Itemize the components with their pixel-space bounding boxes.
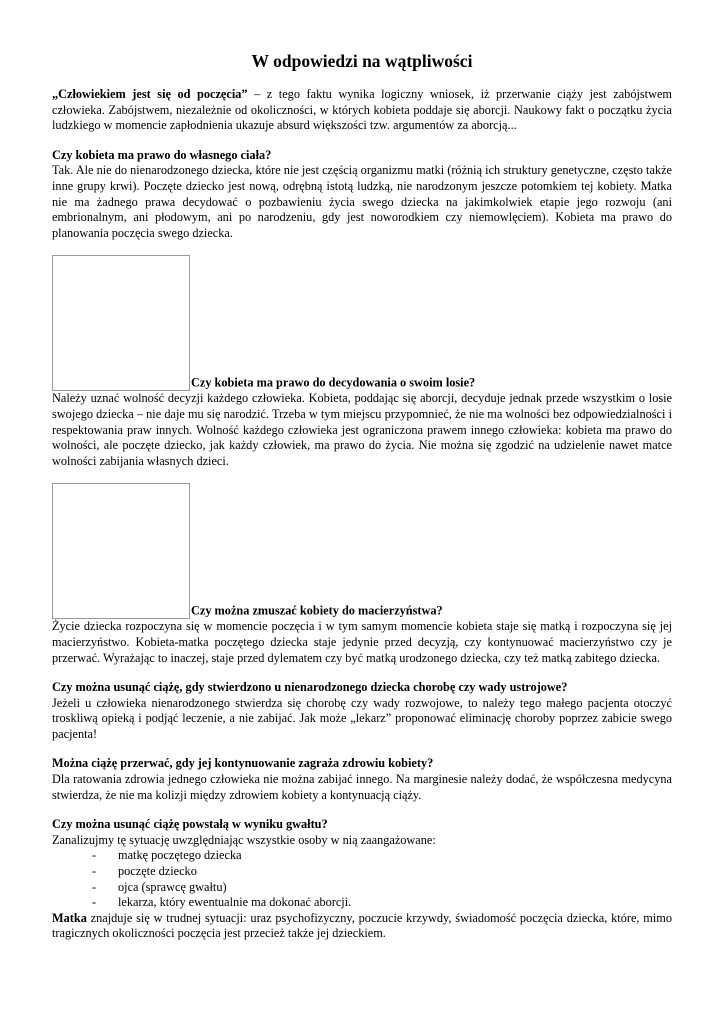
- section-3-image-row: [52, 483, 672, 619]
- section-3-answer: Życie dziecka rozpoczyna się w momencie poczęcia i w tym samym momencie kobieta staje się matką i rozpoczyna się jej macierzyństwo. Kobieta-matka poczętego dziecka staje jedynie przed decyzją, czy kontynuować macierzyństwo czy je przerwać. Wyrażając to inaczej, staje przed dylematem czy być matką urodzonego dziecka, czy też matką zabitego dziecka.: [52, 619, 672, 665]
- document-page: [52, 50, 672, 942]
- list-item: - lekarza, który ewentualnie ma dokonać aborcji.: [92, 895, 352, 910]
- section-4-answer: Jeżeli u człowieka nienarodzonego stwierdza się chorobę czy wady rozwojowe, to należy tego małego pacjenta otoczyć troskliwą opieką i podjąć leczenie, a nie zabijać. Jak może „lekarz” proponować eliminację choroby poprzez zabicie swego pacjenta!: [52, 695, 672, 741]
- section-2-image-row: [52, 255, 672, 391]
- section-3: [52, 483, 672, 666]
- image-placeholder: [52, 255, 190, 391]
- section-6: [52, 817, 672, 942]
- intro-bold: „Człowiekiem jest się od poczęcia”: [52, 87, 248, 101]
- persons-list: [52, 848, 672, 910]
- section-2-answer: Należy uznać wolność decyzji każdego człowieka. Kobieta, poddając się aborcji, decyduje jednak przede wszystkim o losie swojego dziecka – nie daje mu się narodzić. Trzeba w tym miejscu przypomnieć, że nie ma wolności bez odpowiedzialności i respektowania praw innych. Wolność każdego człowieka jest ograniczona prawem innego człowieka: kobieta ma prawo do wolności, ale poczęte dziecko, jak każdy człowiek, ma prawo do życia. Nie można się zgodzić na udzielenie nawet matce wolności zabijania własnych dzieci.: [52, 391, 672, 468]
- image-placeholder: [52, 483, 190, 619]
- section-4: [52, 680, 672, 742]
- section-6-closing: [52, 911, 672, 942]
- closing-text: znajduje się w trudnej sytuacji: uraz psychofizyczny, poczucie krzywdy, świadomość poczęcia dziecka, które, mimo tragicznych okoliczności poczęcia jest przecież także jej dzieckiem.: [52, 910, 672, 941]
- section-2-question: Czy kobieta ma prawo do decydowania o swoim losie?: [191, 375, 476, 390]
- section-1-answer: Tak. Ale nie do nienarodzonego dziecka, które nie jest częścią organizmu matki (różnią ich struktury genetyczne, często także inne grupy krwi). Poczęte dziecko jest nową, odrębną istotą ludzką, nie narodzonym jeszcze potomkiem tej kobiety. Matka nie ma żadnego prawa decydować o pozbawieniu życia swego dziecka na jakimkolwiek etapie jego rozwoju (ani embrionalnym, ani płodowym, ani po narodzeniu, gdy jest noworodkiem czy niemowlęciem). Kobieta ma prawo do planowania poczęcia swego dziecka.: [52, 163, 672, 240]
- closing-bold: Matka: [52, 910, 87, 925]
- section-4-question: Czy można usunąć ciążę, gdy stwierdzono u nienarodzonego dziecka chorobę czy wady ustrojowe?: [52, 680, 568, 695]
- intro-text: – z tego faktu wynika logiczny wniosek, iż przerwanie ciąży jest zabójstwem człowieka. Zabójstwem, niezależnie od okoliczności, w których kobieta poddaje się aborcji. Naukowy fakt o początku życia ludzkiego w momencie zapłodnienia ukazuje absurd większości tzw. argumentów za aborcją...: [52, 87, 672, 133]
- section-5-question: Można ciążę przerwać, gdy jej kontynuowanie zagraża zdrowiu kobiety?: [52, 756, 434, 771]
- list-item: - poczęte dziecko: [92, 864, 197, 879]
- section-5-answer: Dla ratowania zdrowia jednego człowieka nie można zabijać innego. Na marginesie należy dodać, że współczesna medycyna stwierdza, że nie ma kolizji między zdrowiem kobiety a kontynuacją ciąży.: [52, 772, 672, 802]
- section-1: [52, 148, 672, 242]
- intro-paragraph: [52, 87, 672, 134]
- section-5: [52, 756, 672, 803]
- section-6-answer: Zanalizujmy tę sytuację uwzględniając wszystkie osoby w nią zaangażowane:: [52, 832, 436, 847]
- list-item: - matkę poczętego dziecka: [92, 848, 242, 863]
- list-item: - ojca (sprawcę gwałtu): [92, 879, 227, 894]
- section-6-question: Czy można usunąć ciążę powstałą w wyniku gwałtu?: [52, 817, 328, 832]
- section-2: [52, 255, 672, 469]
- section-1-question: Czy kobieta ma prawo do własnego ciała?: [52, 147, 272, 162]
- section-3-question: Czy można zmuszać kobiety do macierzyństwa?: [191, 603, 443, 618]
- page-title: W odpowiedzi na wątpliwości: [251, 51, 473, 71]
